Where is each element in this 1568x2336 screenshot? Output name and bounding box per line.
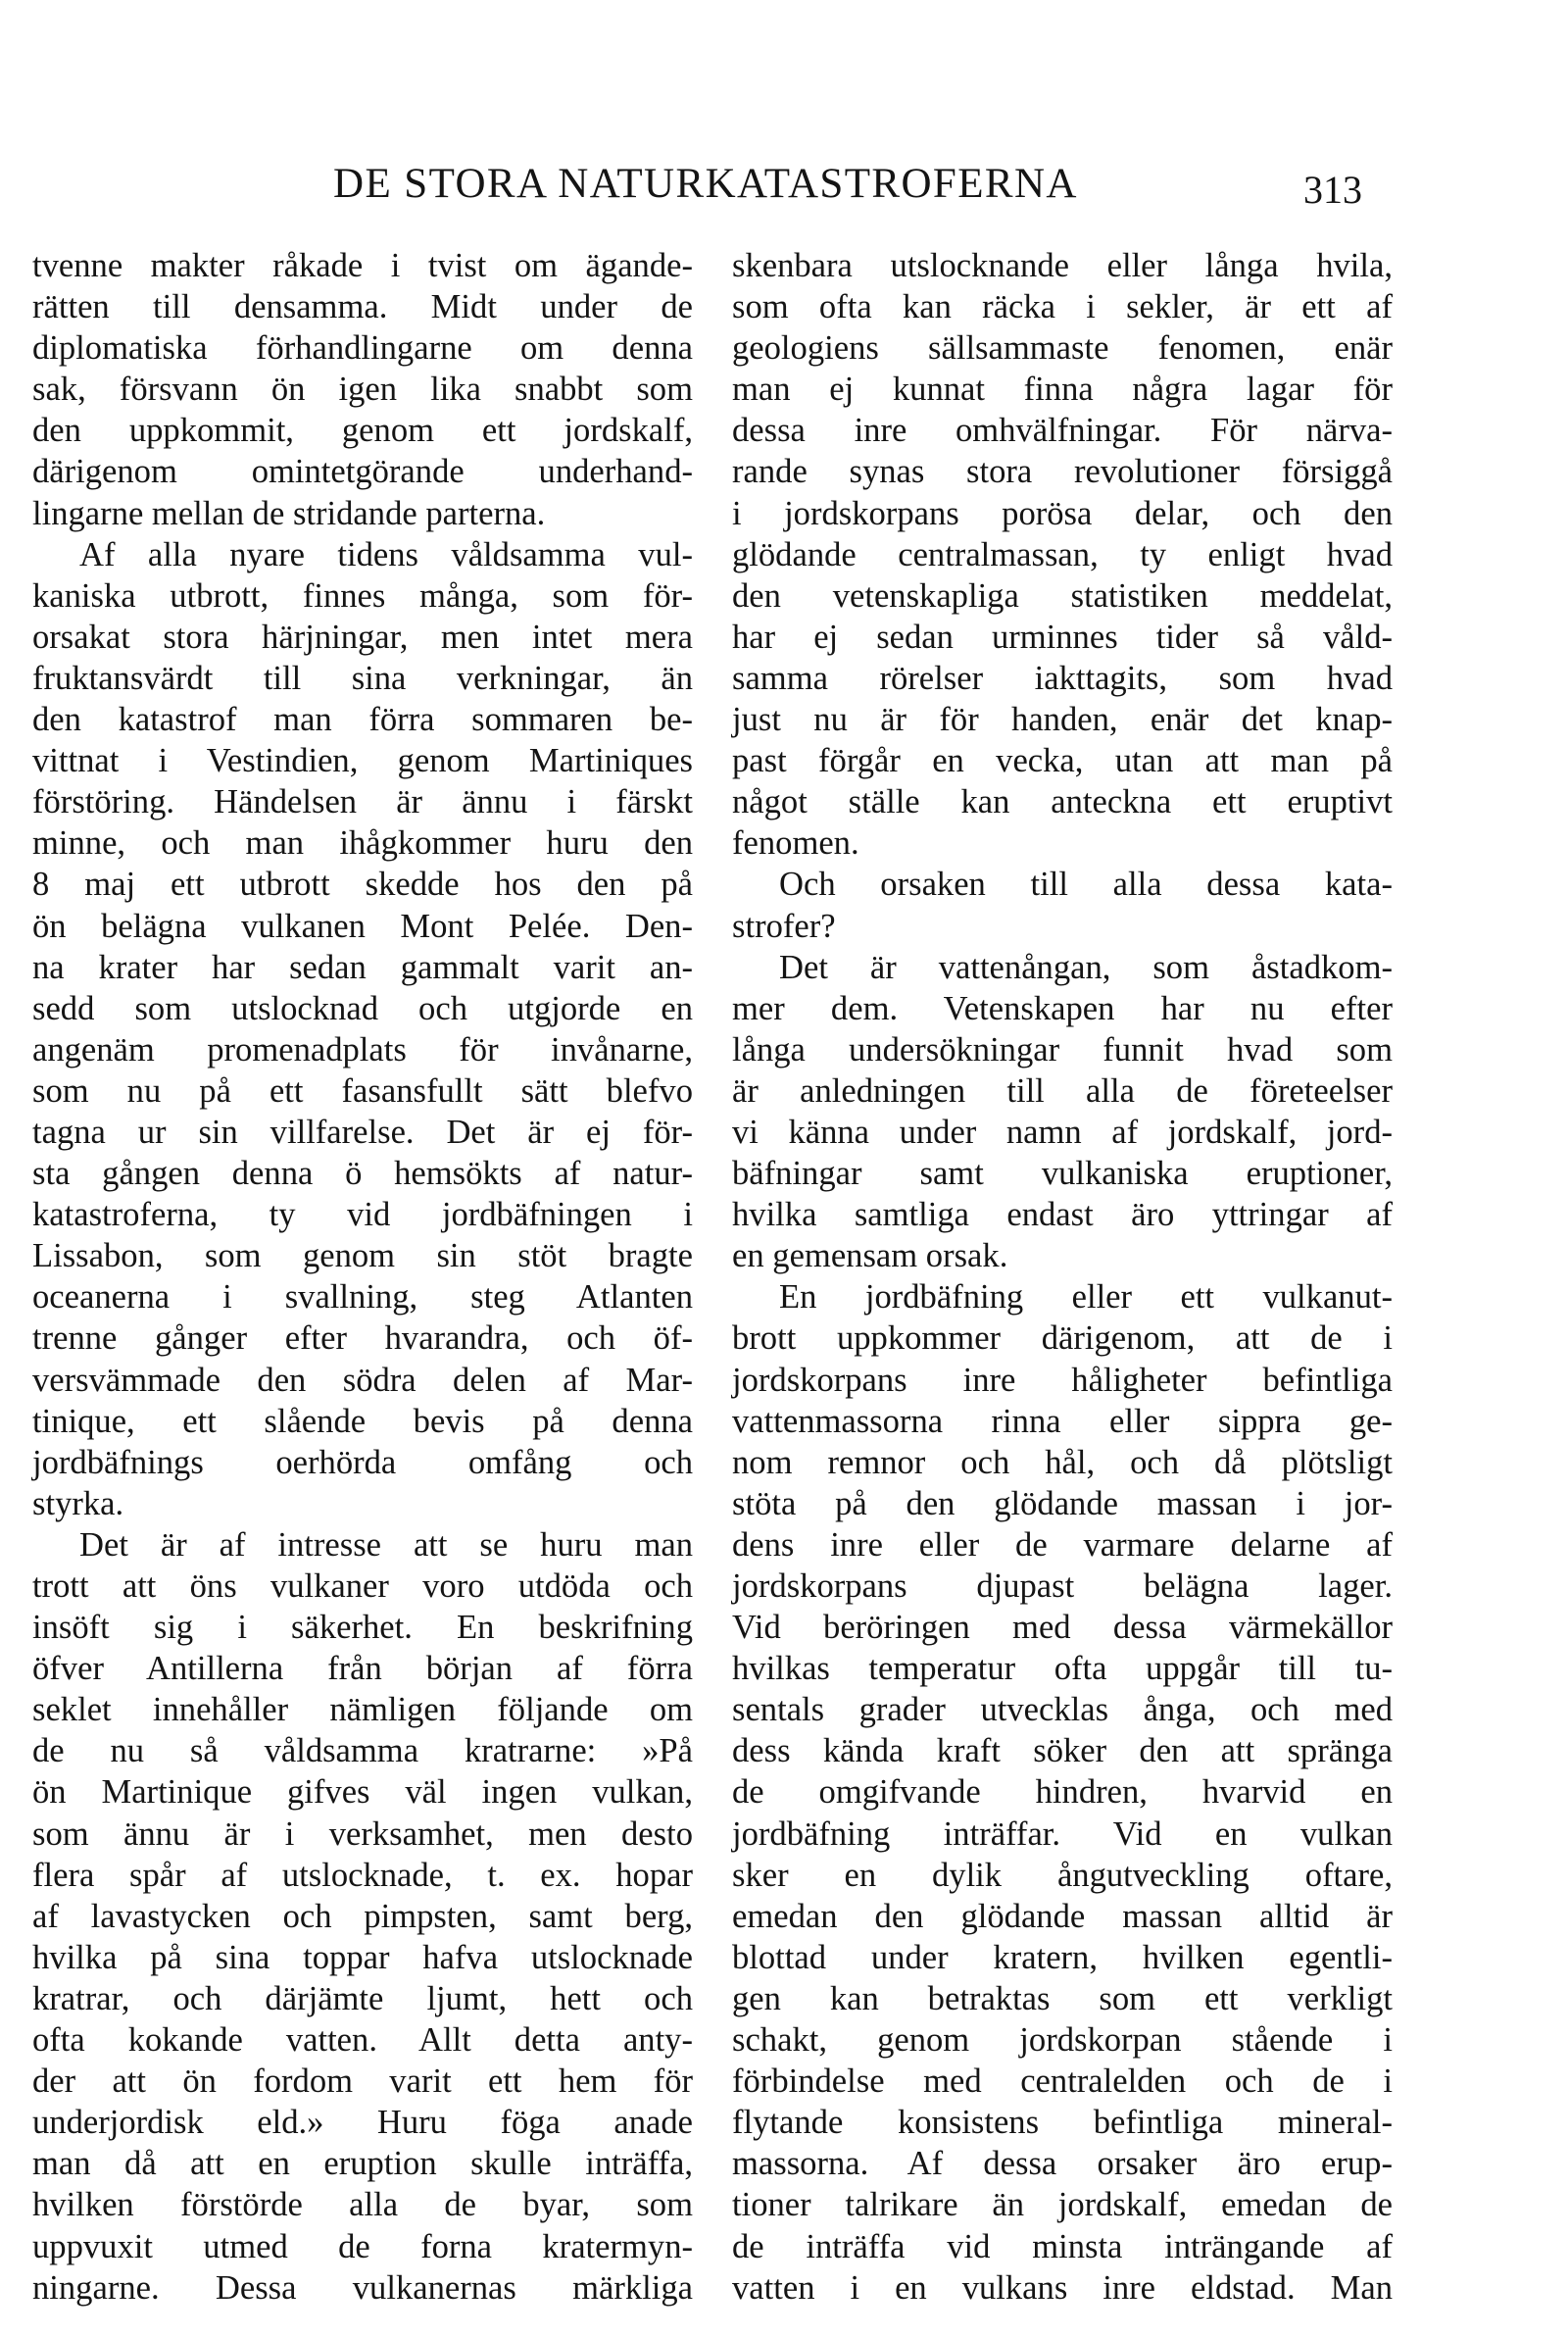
text-line: därigenom omintetgörande underhand- [32, 453, 693, 491]
text-line: vattenmassorna rinna eller sippra ge- [732, 1402, 1393, 1440]
text-line: Vid beröringen med dessa värmekällor [732, 1609, 1393, 1647]
text-line: sak, försvann ön igen lika snabbt som [32, 371, 693, 409]
text-line: tinique, ett slående bevis på denna [32, 1402, 693, 1440]
text-line: samma rörelser iakttagits, som hvad [732, 659, 1393, 697]
text-line: katastroferna, ty vid jordbäfningen i [32, 1196, 693, 1234]
text-line: seklet innehåller nämligen följande om [32, 1691, 693, 1729]
text-line: en gemensam orsak. [732, 1237, 1008, 1275]
text-line: uppvuxit utmed de forna kratermyn- [32, 2227, 693, 2265]
text-line: geologiens sällsammaste fenomen, enär [732, 329, 1393, 368]
text-line: trott att öns vulkaner voro utdöda och [32, 1567, 693, 1605]
text-line: emedan den glödande massan alltid är [732, 1897, 1393, 1935]
text-line: något ställe kan anteckna ett eruptivt [732, 783, 1393, 821]
text-line: gen kan betraktas som ett verkligt [732, 1979, 1393, 2017]
text-line: kaniska utbrott, finnes många, som för- [32, 576, 693, 615]
text-line: En jordbäfning eller ett vulkanut- [779, 1278, 1393, 1317]
text-line: strofer? [732, 907, 836, 945]
text-line: oceanerna i svallning, steg Atlanten [32, 1278, 693, 1317]
page-number: 313 [1303, 168, 1362, 212]
text-line: sedd som utslocknad och utgjorde en [32, 989, 693, 1027]
text-line: öfver Antillerna från början af förra [32, 1650, 693, 1688]
text-line: af lavastycken och pimpsten, samt berg, [32, 1897, 693, 1935]
text-line: som ännu är i verksamhet, men desto [32, 1814, 693, 1853]
text-line: rande synas stora revolutioner försiggå [732, 453, 1393, 491]
text-line: tioner talrikare än jordskalf, emedan de [732, 2186, 1393, 2224]
text-line: fenomen. [732, 824, 859, 863]
text-line: som nu på ett fasansfullt sätt blefvo [32, 1071, 693, 1110]
text-line: underjordisk eld.» Huru föga anade [32, 2104, 693, 2142]
text-line: de omgifvande hindren, hvarvid en [732, 1773, 1393, 1812]
text-line: Det är af intresse att se huru man [79, 1525, 693, 1564]
text-line: mer dem. Vetenskapen har nu efter [732, 989, 1393, 1027]
text-line: jordbäfnings oerhörda omfång och [32, 1443, 693, 1481]
text-line: hvilka på sina toppar hafva utslocknade [32, 1938, 693, 1976]
text-line: hvilkas temperatur ofta uppgår till tu- [732, 1650, 1393, 1688]
text-line: man ej kunnat finna några lagar för [732, 371, 1393, 409]
text-line: vatten i en vulkans inre eldstad. Man [732, 2268, 1393, 2307]
text-line: minne, och man ihågkommer huru den [32, 824, 693, 863]
text-line: man då att en eruption skulle inträffa, [32, 2145, 693, 2183]
text-line: dessa inre omhvälfningar. För närva- [732, 412, 1393, 450]
text-line: diplomatiska förhandlingarne om denna [32, 329, 693, 368]
text-line: na krater har sedan gammalt varit an- [32, 948, 693, 986]
text-line: massorna. Af dessa orsaker äro erup- [732, 2145, 1393, 2183]
text-line: vittnat i Vestindien, genom Martiniques [32, 742, 693, 780]
text-line: flytande konsistens befintliga mineral- [732, 2104, 1393, 2142]
text-line: styrka. [32, 1484, 124, 1522]
text-line: i jordskorpans porösa delar, och den [732, 494, 1393, 532]
text-line: sentals grader utvecklas ånga, och med [732, 1691, 1393, 1729]
text-line: flera spår af utslocknade, t. ex. hopar [32, 1856, 693, 1894]
text-line: nom remnor och hål, och då plötsligt [732, 1443, 1393, 1481]
text-line: ningarne. Dessa vulkanernas märkliga [32, 2268, 693, 2307]
text-line: är anledningen till alla de företeelser [732, 1071, 1393, 1110]
text-line: stöta på den glödande massan i jor- [732, 1484, 1393, 1522]
running-head: DE STORA NATURKATASTROFERNA [333, 161, 1078, 207]
text-line: den uppkommit, genom ett jordskalf, [32, 412, 693, 450]
text-line: glödande centralmassan, ty enligt hvad [732, 535, 1393, 573]
text-line: 8 maj ett utbrott skedde hos den på [32, 866, 693, 904]
text-line: brott uppkommer därigenom, att de i [732, 1319, 1393, 1358]
text-line: dens inre eller de varmare delarne af [732, 1525, 1393, 1564]
text-line: hvilka samtliga endast äro yttringar af [732, 1196, 1393, 1234]
text-line: dess kända kraft söker den att spränga [732, 1732, 1393, 1770]
text-line: långa undersökningar funnit hvad som [732, 1030, 1393, 1069]
text-line: blottad under kratern, hvilken egentli- [732, 1938, 1393, 1976]
text-line: rätten till densamma. Midt under de [32, 288, 693, 326]
text-line: Det är vattenångan, som åstadkom- [779, 948, 1393, 986]
text-line: jordskorpans inre håligheter befintliga [732, 1361, 1393, 1399]
left-column [32, 245, 693, 2309]
text-line: de nu så våldsamma kratrarne: »På [32, 1732, 693, 1770]
text-line: ön belägna vulkanen Mont Pelée. Den- [32, 907, 693, 945]
text-line: sta gången denna ö hemsökts af natur- [32, 1155, 693, 1193]
text-line: schakt, genom jordskorpan stående i [732, 2021, 1393, 2060]
text-line: tvenne makter råkade i tvist om ägande- [32, 247, 693, 284]
text-line: förstöring. Händelsen är ännu i färskt [32, 783, 693, 821]
text-line: ofta kokande vatten. Allt detta anty- [32, 2021, 693, 2060]
text-line: angenäm promenadplats för invånarne, [32, 1030, 693, 1069]
text-line: trenne gånger efter hvarandra, och öf- [32, 1319, 693, 1358]
text-line: skenbara utslocknande eller långa hvila, [732, 247, 1393, 284]
text-line: den vetenskapliga statistiken meddelat, [732, 576, 1393, 615]
text-line: förbindelse med centralelden och de i [732, 2063, 1393, 2101]
text-line: hvilken förstörde alla de byar, som [32, 2186, 693, 2224]
text-line: insöft sig i säkerhet. En beskrifning [32, 1609, 693, 1647]
right-column [732, 245, 1393, 2309]
text-line: bäfningar samt vulkaniska eruptioner, [732, 1155, 1393, 1193]
text-line: fruktansvärdt till sina verkningar, än [32, 659, 693, 697]
text-line: Och orsaken till alla dessa kata- [779, 866, 1393, 904]
text-line: de inträffa vid minsta inträngande af [732, 2227, 1393, 2265]
text-line: Af alla nyare tidens våldsamma vul- [79, 535, 693, 573]
text-line: past förgår en vecka, utan att man på [732, 742, 1393, 780]
text-line: som ofta kan räcka i sekler, är ett af [732, 288, 1393, 326]
text-line: kratrar, och därjämte ljumt, hett och [32, 1979, 693, 2017]
text-line: der att ön fordom varit ett hem för [32, 2063, 693, 2101]
text-line: jordskorpans djupast belägna lager. [732, 1567, 1393, 1605]
text-line: Lissabon, som genom sin stöt bragte [32, 1237, 693, 1275]
text-line: den katastrof man förra sommaren be- [32, 701, 693, 739]
text-line: vi känna under namn af jordskalf, jord- [732, 1113, 1393, 1151]
text-line: har ej sedan urminnes tider så våld- [732, 618, 1393, 656]
text-line: lingarne mellan de stridande parterna. [32, 494, 546, 532]
text-line: sker en dylik ångutveckling oftare, [732, 1856, 1393, 1894]
text-line: versvämmade den södra delen af Mar- [32, 1361, 693, 1399]
text-line: just nu är för handen, enär det knap- [732, 701, 1393, 739]
text-line: jordbäfning inträffar. Vid en vulkan [732, 1814, 1393, 1853]
text-line: orsakat stora härjningar, men intet mera [32, 618, 693, 656]
text-line: tagna ur sin villfarelse. Det är ej för- [32, 1113, 693, 1151]
text-line: ön Martinique gifves väl ingen vulkan, [32, 1773, 693, 1812]
